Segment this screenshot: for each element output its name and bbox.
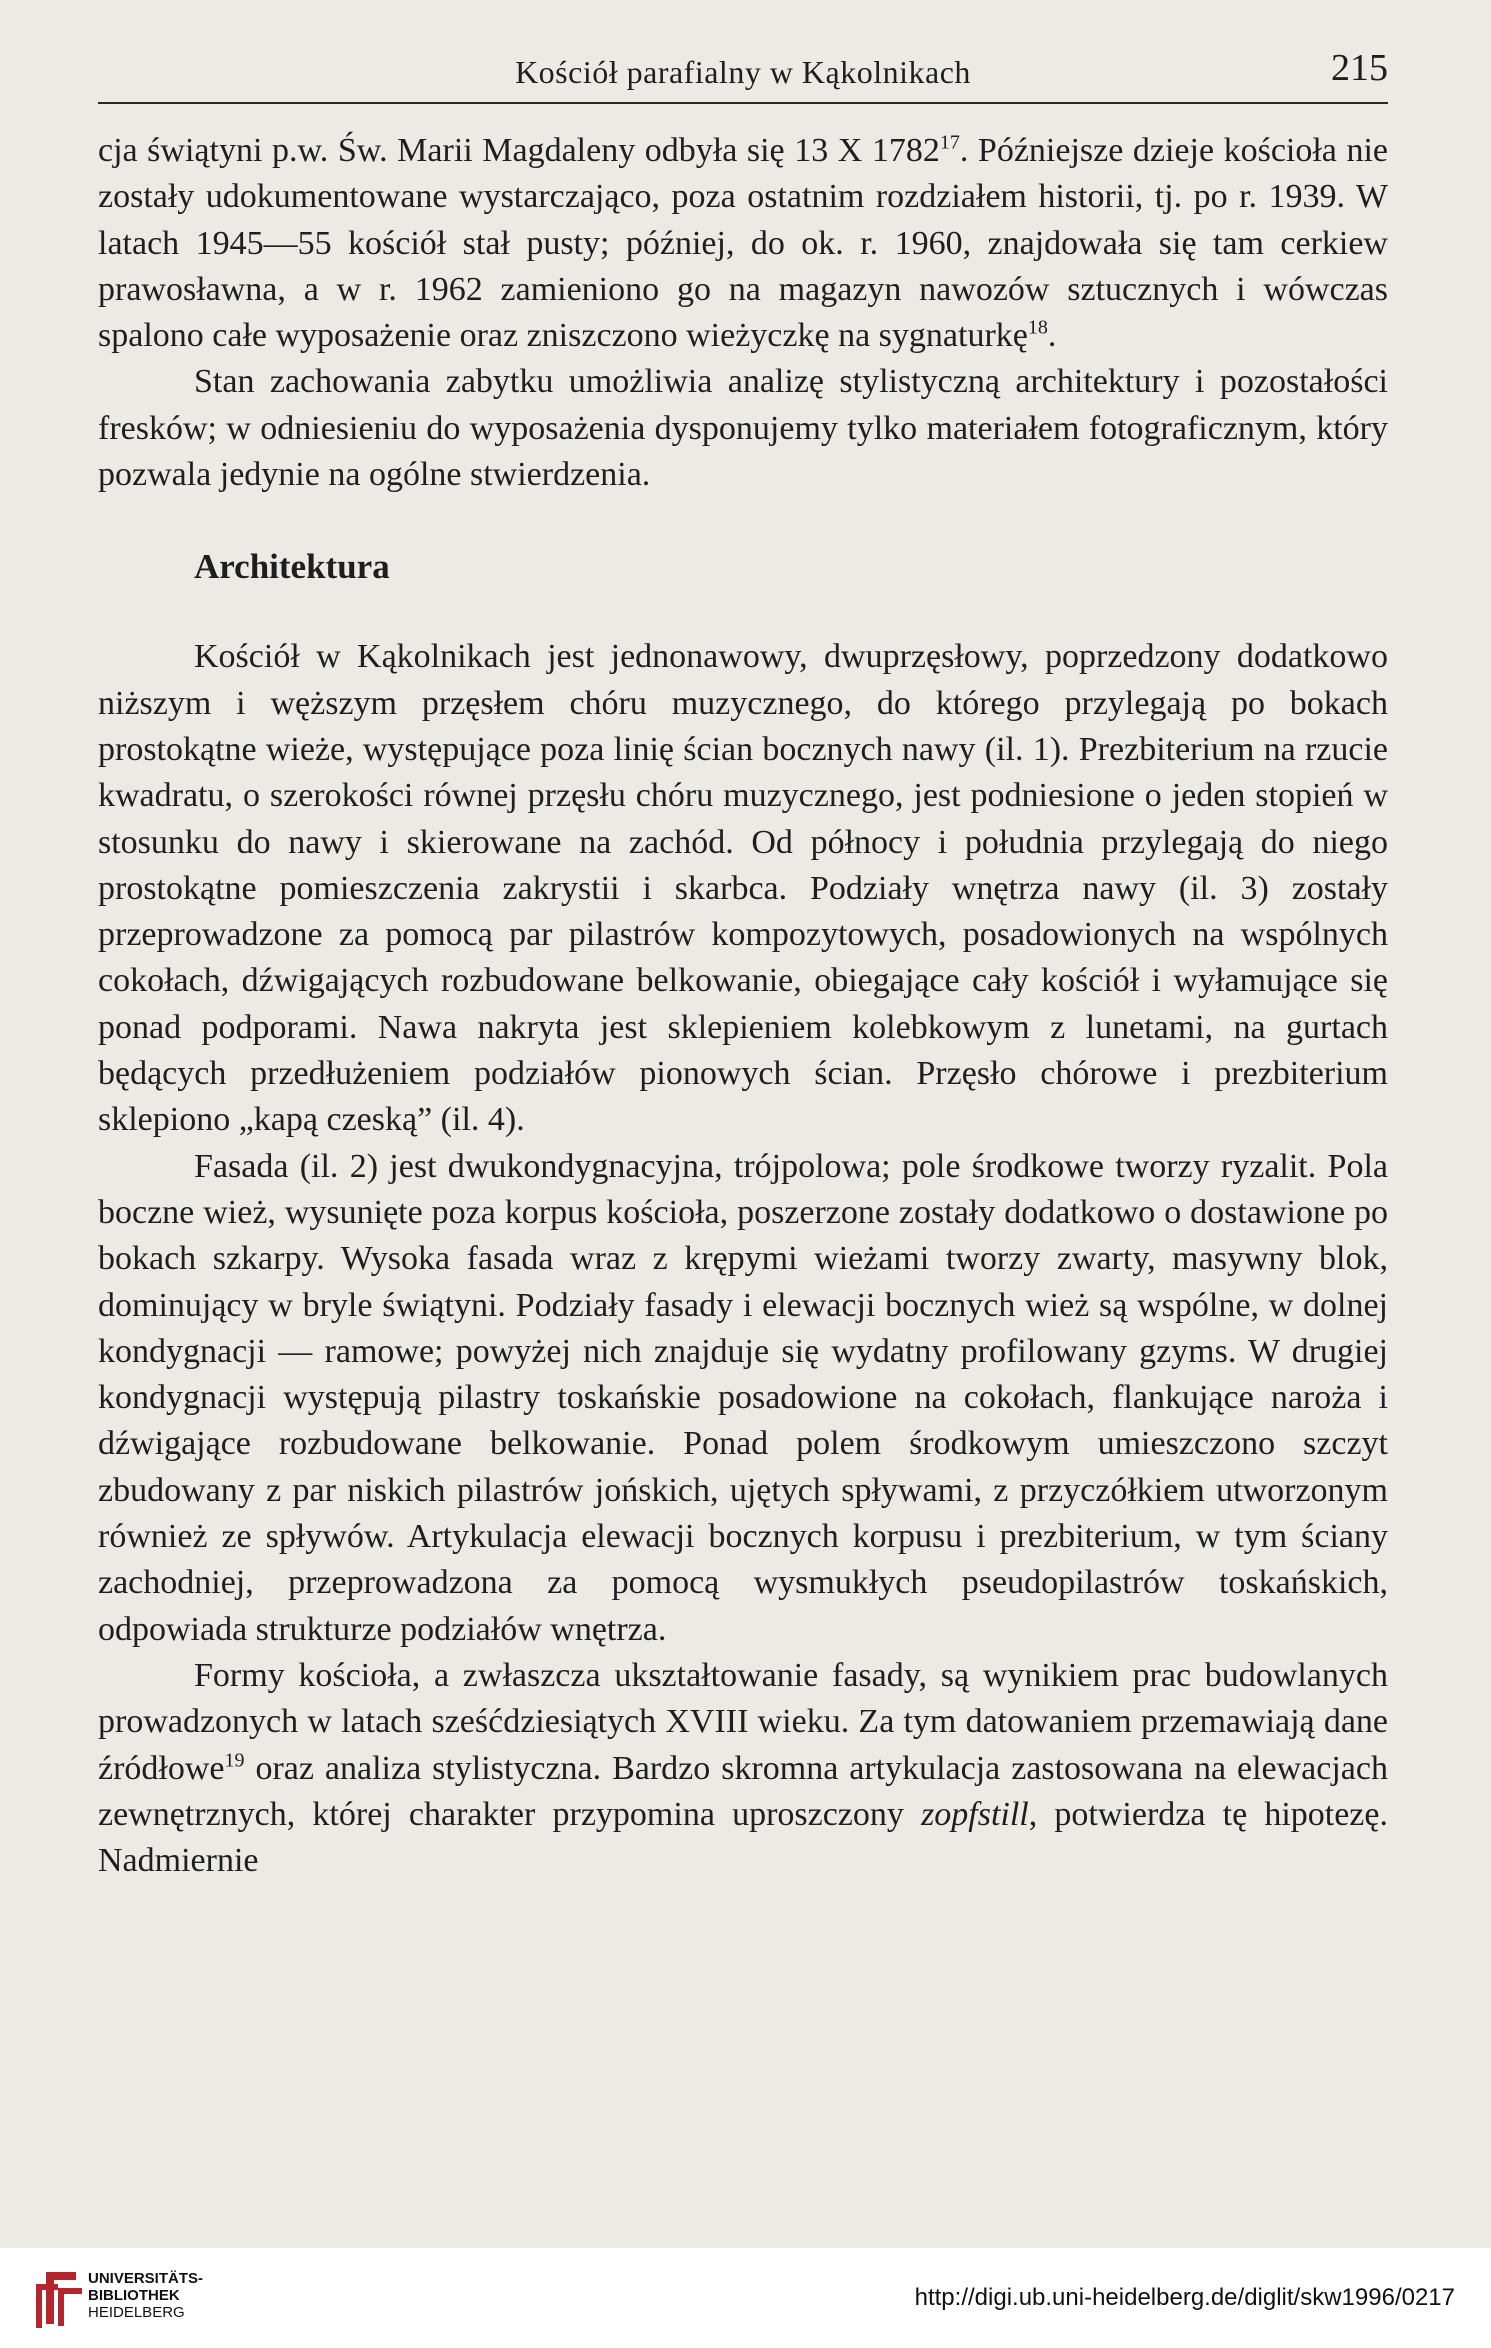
- italic-term: zopfstill: [921, 1795, 1029, 1833]
- section-heading: Architektura: [194, 547, 390, 587]
- document-page: [98, 40, 1388, 1884]
- page-number: 215: [1331, 47, 1388, 89]
- library-name-line-3: HEIDELBERG: [88, 2304, 185, 2321]
- running-header: [98, 40, 1388, 104]
- paragraph-1-text-a: cja świątyni p.w. Św. Marii Magdaleny odbyła się 13 X 1782: [98, 132, 940, 169]
- paragraph-4: Fasada (il. 2) jest dwukondygnacyjna, trójpolowa; pole środkowe tworzy ryzalit. Pola boczne wież, wysunięte poza korpus kościoła, poszerzone zostały dodatkowo o dostawione po bokach szkarpy. Wysoka fasada wraz z krępymi wieżami tworzy zwarty, masywny blok, dominujący w bryle świątyni. Podziały fasady i elewacji bocznych wież są wspólne, w dolnej kondygnacji — ramowe; powyżej nich znajduje się wydatny profilowany gzyms. W drugiej kondygnacji występują pilastry toskańskie posadowione na cokołach, flankujące naroża i dźwigające rozbudowane belkowanie. Ponad polem środkowym umieszczono szczyt zbudowany z par niskich pilastrów jońskich, ujętych spływami, z przyczółkiem utworzonym również ze spływów. Artykulacja elewacji bocznych korpusu i prezbiterium, w tym ściany zachodniej, przeprowadzona za pomocą wysmukłych pseudopilastrów toskańskich, odpowiada strukturze podziałów wnętrza.: [98, 1147, 1388, 1648]
- paragraph-1-text-c: .: [1047, 317, 1057, 355]
- footnote-ref-19: 19: [224, 1749, 245, 1772]
- running-title: Kościół parafialny w Kąkolnikach: [515, 54, 971, 90]
- body-text: [98, 128, 1388, 1884]
- library-name-line-1: UNIVERSITÄTS-: [88, 2270, 204, 2287]
- footnote-ref-18: 18: [1027, 316, 1048, 339]
- paragraph-2: Stan zachowania zabytku umożliwia analizę stylistyczną architektury i pozostałości fresków; w odniesieniu do wyposażenia dysponujemy tylko materiałem fotograficznym, który pozwala jedynie na ogólne stwierdzenia.: [98, 363, 1388, 494]
- source-url-link[interactable]: http://digi.ub.uni-heidelberg.de/diglit/skw1996/0217: [914, 2284, 1455, 2311]
- footer-bar: [0, 2248, 1491, 2348]
- paragraph-1: [98, 128, 1388, 359]
- footnote-ref-17: 17: [939, 131, 960, 154]
- paragraph-5-text-a: Formy kościoła, a zwłaszcza ukształtowanie fasady, są wynikiem prac budowlanych prowadzonych w latach sześćdziesiątych XVIII wieku. Za tym datowaniem przemawiają dane źródłowe: [98, 1656, 1388, 1787]
- paragraph-5-text-b: oraz analiza stylistyczna. Bardzo skromna artykulacja zastosowana na elewacjach zewnętrznych, której charakter przypomina uproszczony: [98, 1749, 1388, 1833]
- paragraph-5: [98, 1653, 1388, 1884]
- paragraph-5-text-c: , potwierdza tę hipotezę. Nadmiernie: [98, 1795, 1388, 1880]
- paragraph-3: Kościół w Kąkolnikach jest jednonawowy, dwuprzęsłowy, poprzedzony dodatkowo niższym i węższym przęsłem chóru muzycznego, do którego przylegają po bokach prostokątne wieże, występujące poza linię ścian bocznych nawy (il. 1). Prezbiterium na rzucie kwadratu, o szerokości równej przęsłu chóru muzycznego, jest podniesione o jeden stopień w stosunku do nawy i skierowane na zachód. Od północy i południa przylegają do niego prostokątne pomieszczenia zakrystii i skarbca. Podziały wnętrza nawy (il. 3) zostały przeprowadzone za pomocą par pilastrów kompozytowych, posadowionych na wspólnych cokołach, dźwigających rozbudowane belkowanie, obiegające cały kościół i wyłamujące się ponad podporami. Nawa nakryta jest sklepieniem kolebkowym z lunetami, na gurtach będących przedłużeniem podziałów pionowych ścian. Przęsło chórowe i prezbiterium sklepiono „kapą czeską” (il. 4).: [98, 638, 1388, 1139]
- library-logo-icon: [32, 2264, 92, 2334]
- library-name-line-2: BIBLIOTHEK: [88, 2287, 180, 2304]
- paragraph-1-text-b: . Późniejsze dzieje kościoła nie zostały udokumentowane wystarczająco, poza ostatnim rozdziałem historii, tj. po r. 1939. W latach 1945—55 kościół stał pusty; później, do ok. r. 1960, znajdowała się tam cerkiew prawosławna, a w r. 1962 zamieniono go na magazyn nawozów sztucznych i wówczas spalono całe wyposażenie oraz zniszczono wieżyczkę na sygnaturkę: [98, 132, 1388, 355]
- library-name: [88, 2270, 203, 2321]
